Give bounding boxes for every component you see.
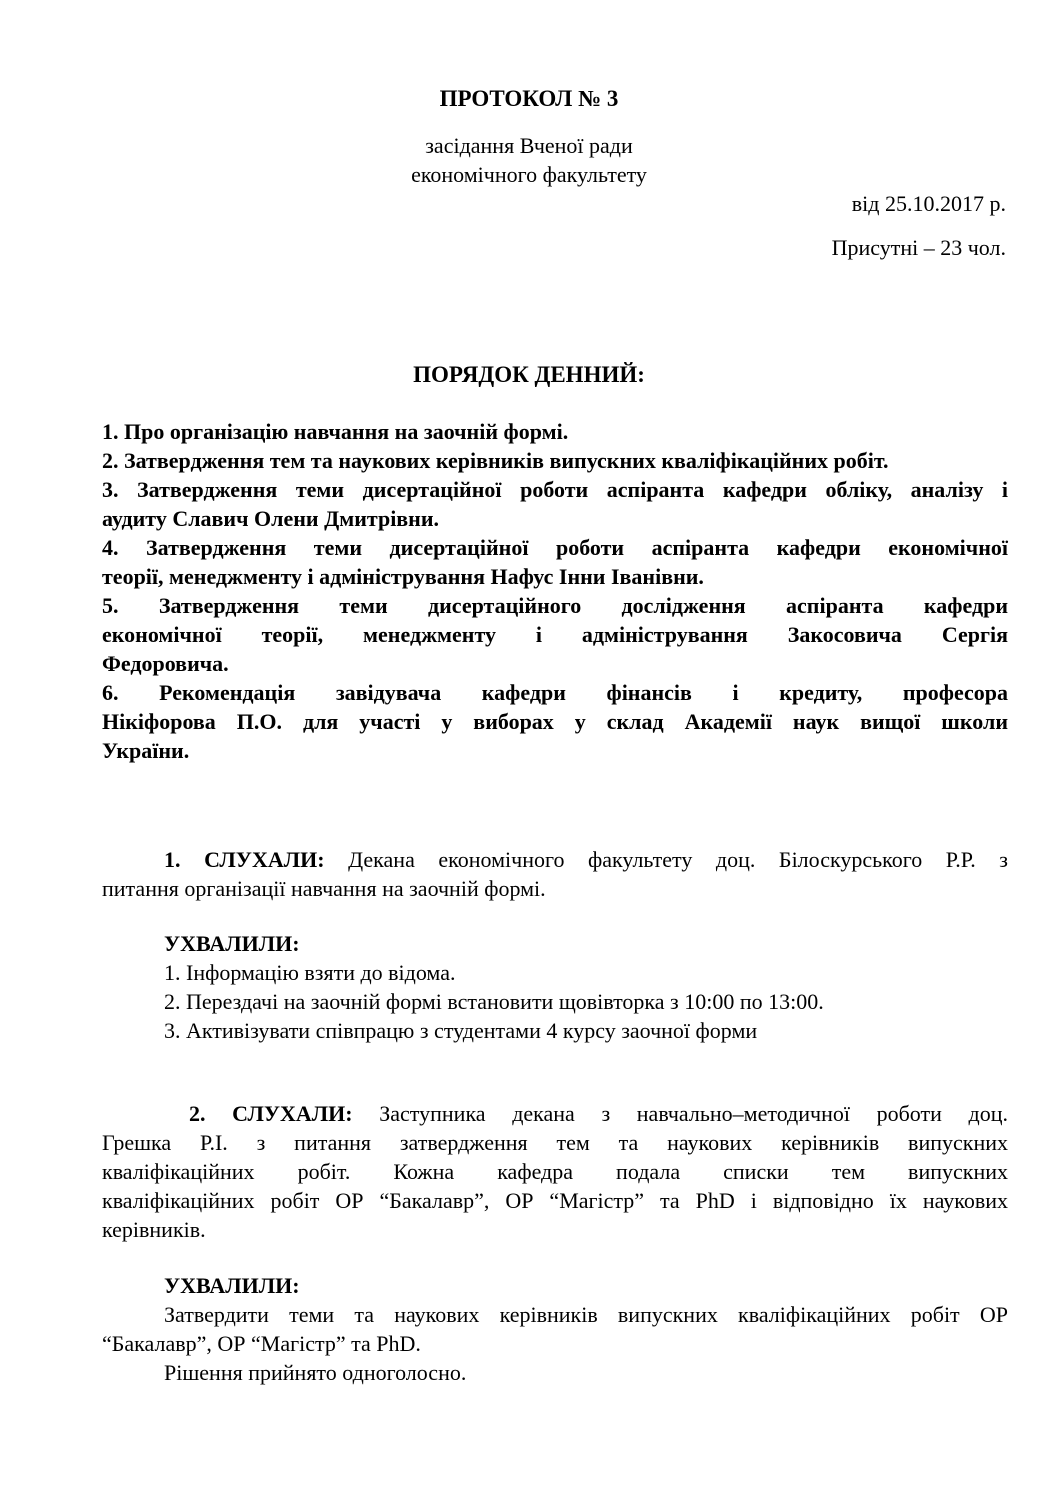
agenda-line: Нікіфорова П.О. для участі у виборах у склад Академії наук вищої школи: [102, 709, 1008, 734]
agenda-line: 6. Рекомендація завідувача кафедри фінансів і кредиту, професора: [102, 680, 1008, 705]
agenda-heading: ПОРЯДОК ДЕННИЙ:: [413, 362, 645, 387]
protocol-title: ПРОТОКОЛ № 3: [439, 86, 619, 111]
section-1-heard-line-2: питання організації навчання на заочній формі.: [102, 876, 546, 901]
agenda-line: аудиту Славич Олени Дмитрівни.: [102, 506, 440, 531]
section-1-resolution: 2. Перездачі на заочній формі встановити щовівторка з 10:00 по 13:00.: [164, 989, 824, 1014]
section-2-heard-label: 2. СЛУХАЛИ:: [189, 1101, 353, 1126]
section-2-resolved-line-1: Затвердити теми та наукових керівників випускних кваліфікаційних робіт ОР: [164, 1302, 1008, 1327]
section-2-heard-line-3: кваліфікаційних робіт. Кожна кафедра подала списки тем випускних: [102, 1159, 1008, 1184]
section-2-heard-line-5: керівників.: [102, 1217, 206, 1242]
agenda-line: Федоровича.: [102, 651, 229, 676]
section-1-resolution: 1. Інформацію взяти до відома.: [164, 960, 456, 985]
section-1-resolved-label: УХВАЛИЛИ:: [164, 931, 300, 956]
subtitle-line-2: економічного факультету: [411, 162, 647, 187]
section-2-heard-text: Заступника декана з навчально–методичної роботи доц.: [352, 1101, 1008, 1126]
subtitle-line-1: засідання Вченої ради: [425, 133, 633, 158]
section-1-heard-label: 1. СЛУХАЛИ:: [164, 847, 325, 872]
section-1-resolution: 3. Активізувати співпрацю з студентами 4 курсу заочної форми: [164, 1018, 758, 1043]
agenda-line: 3. Затвердження теми дисертаційної роботи аспіранта кафедри обліку, аналізу і: [102, 477, 1008, 502]
section-2-heard-line-2: Грешка Р.І. з питання затвердження тем та наукових керівників випускних: [102, 1130, 1008, 1155]
agenda-line: 2. Затвердження тем та наукових керівників випускних кваліфікаційних робіт.: [102, 448, 889, 473]
agenda-line: 4. Затвердження теми дисертаційної роботи аспіранта кафедри економічної: [102, 535, 1008, 560]
meeting-date: від 25.10.2017 р.: [851, 191, 1006, 216]
section-2-heard-line-1: [189, 1101, 1008, 1127]
agenda-line: 1. Про організацію навчання на заочній формі.: [102, 419, 569, 444]
section-2-heard-line-4: кваліфікаційних робіт ОР “Бакалавр”, ОР “Магістр” та PhD і відповідно їх наукових: [102, 1188, 1008, 1213]
agenda-line: 5. Затвердження теми дисертаційного дослідження аспіранта кафедри: [102, 593, 1008, 618]
section-1-heard-text: Декана економічного факультету доц. Білоскурського Р.Р. з: [324, 847, 1008, 872]
agenda-line: теорії, менеджменту і адміністрування Нафус Інни Іванівни.: [102, 564, 704, 589]
section-2-resolved-label: УХВАЛИЛИ:: [164, 1273, 300, 1298]
agenda-line: економічної теорії, менеджменту і адміністрування Закосовича Сергія: [102, 622, 1008, 647]
section-2-decision: Рішення прийнято одноголосно.: [164, 1360, 467, 1385]
section-2-resolved-line-2: “Бакалавр”, ОР “Магістр” та PhD.: [102, 1331, 421, 1356]
section-1-heard-line-1: [164, 847, 1008, 873]
agenda-line: України.: [102, 738, 190, 763]
attendance-count: Присутні – 23 чол.: [831, 235, 1006, 260]
